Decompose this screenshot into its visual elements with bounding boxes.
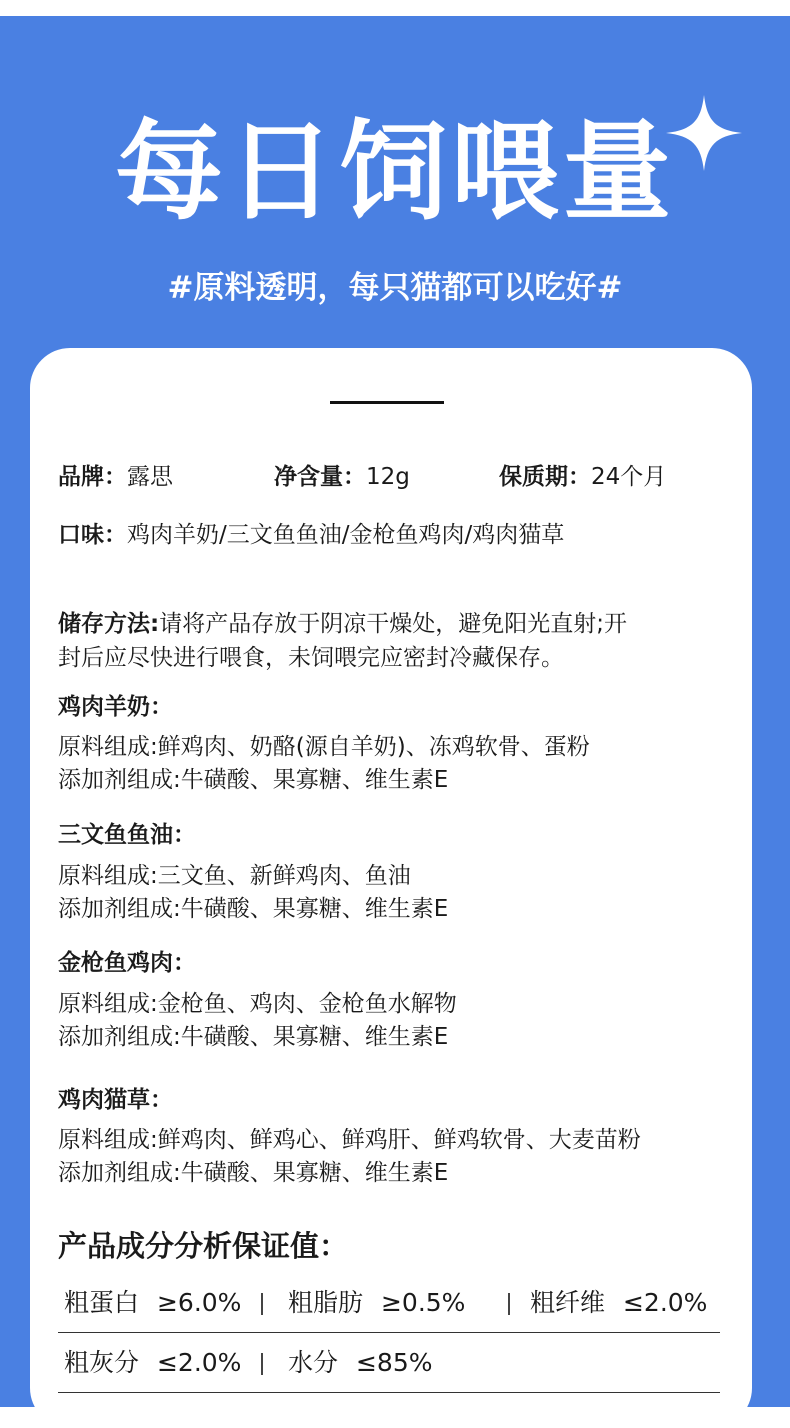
flavor-heading: 鸡肉羊奶： xyxy=(58,694,173,720)
storage-label: 储存方法: xyxy=(58,611,160,637)
analysis-value: ≥0.5% xyxy=(380,1288,466,1317)
net-weight-field xyxy=(274,460,410,494)
analysis-item xyxy=(530,1285,707,1321)
additives-line: 添加剂组成:牛磺酸、果寡糖、维生素E xyxy=(58,1160,449,1186)
storage-text-1: 请将产品存放于阴凉干燥处，避免阳光直射;开 xyxy=(159,611,627,637)
card-divider xyxy=(330,401,444,404)
meta-row xyxy=(58,460,738,494)
net-weight-value: 12g xyxy=(366,464,410,490)
analysis-label: 粗脂肪 xyxy=(288,1288,364,1317)
analysis-title: 产品成分分析保证值： xyxy=(58,1229,349,1263)
shelf-life-label: 保质期： xyxy=(499,464,591,490)
brand-field xyxy=(58,460,173,494)
flavor-heading: 三文鱼鱼油： xyxy=(58,822,196,848)
ingredients-line: 原料组成:金枪鱼、鸡肉、金枪鱼水解物 xyxy=(58,991,457,1017)
column-separator xyxy=(261,1353,263,1375)
analysis-label: 粗蛋白 xyxy=(64,1288,140,1317)
analysis-label: 粗纤维 xyxy=(530,1288,606,1317)
analysis-row xyxy=(58,1273,720,1333)
analysis-label: 粗灰分 xyxy=(64,1348,140,1377)
additives-line: 添加剂组成:牛磺酸、果寡糖、维生素E xyxy=(58,896,449,922)
analysis-item xyxy=(64,1345,241,1381)
net-weight-label: 净含量： xyxy=(274,464,366,490)
hero-title: 每日饲喂量 xyxy=(114,110,675,235)
shelf-life-field xyxy=(499,460,666,494)
analysis-value: ≥6.0% xyxy=(156,1288,242,1317)
flavor-label: 口味： xyxy=(58,522,127,548)
analysis-label: 水分 xyxy=(288,1348,339,1377)
analysis-value: ≤2.0% xyxy=(622,1288,708,1317)
analysis-item xyxy=(64,1285,241,1321)
analysis-item xyxy=(288,1345,432,1381)
column-separator xyxy=(261,1293,263,1315)
sparkle-star-icon xyxy=(664,93,744,173)
analysis-value: ≤2.0% xyxy=(156,1348,242,1377)
column-separator xyxy=(508,1293,510,1315)
flavor-heading: 金枪鱼鸡肉： xyxy=(58,950,196,976)
ingredients-line: 原料组成:鲜鸡肉、奶酪(源自羊奶)、冻鸡软骨、蛋粉 xyxy=(58,734,590,760)
flavor-value: 鸡肉羊奶/三文鱼鱼油/金枪鱼鸡肉/鸡肉猫草 xyxy=(127,522,565,548)
ingredients-line: 原料组成:鲜鸡肉、鲜鸡心、鲜鸡肝、鲜鸡软骨、大麦苗粉 xyxy=(58,1127,641,1153)
ingredients-line: 原料组成:三文鱼、新鲜鸡肉、鱼油 xyxy=(58,863,411,889)
analysis-item xyxy=(288,1285,465,1321)
additives-line: 添加剂组成:牛磺酸、果寡糖、维生素E xyxy=(58,767,449,793)
shelf-life-value: 24个月 xyxy=(591,464,667,490)
flavor-field xyxy=(58,518,564,552)
analysis-row xyxy=(58,1333,720,1393)
storage-line-2: 封后应尽快进行喂食，未饲喂完应密封冷藏保存。 xyxy=(58,645,564,671)
flavor-heading: 鸡肉猫草： xyxy=(58,1087,173,1113)
brand-label: 品牌： xyxy=(58,464,127,490)
hero-subtitle: #原料透明，每只猫都可以吃好# xyxy=(167,270,623,306)
additives-line: 添加剂组成:牛磺酸、果寡糖、维生素E xyxy=(58,1024,449,1050)
storage-line-1 xyxy=(58,607,627,641)
analysis-value: ≤85% xyxy=(355,1348,433,1377)
row-divider xyxy=(58,1392,720,1394)
brand-value: 露思 xyxy=(127,464,173,490)
